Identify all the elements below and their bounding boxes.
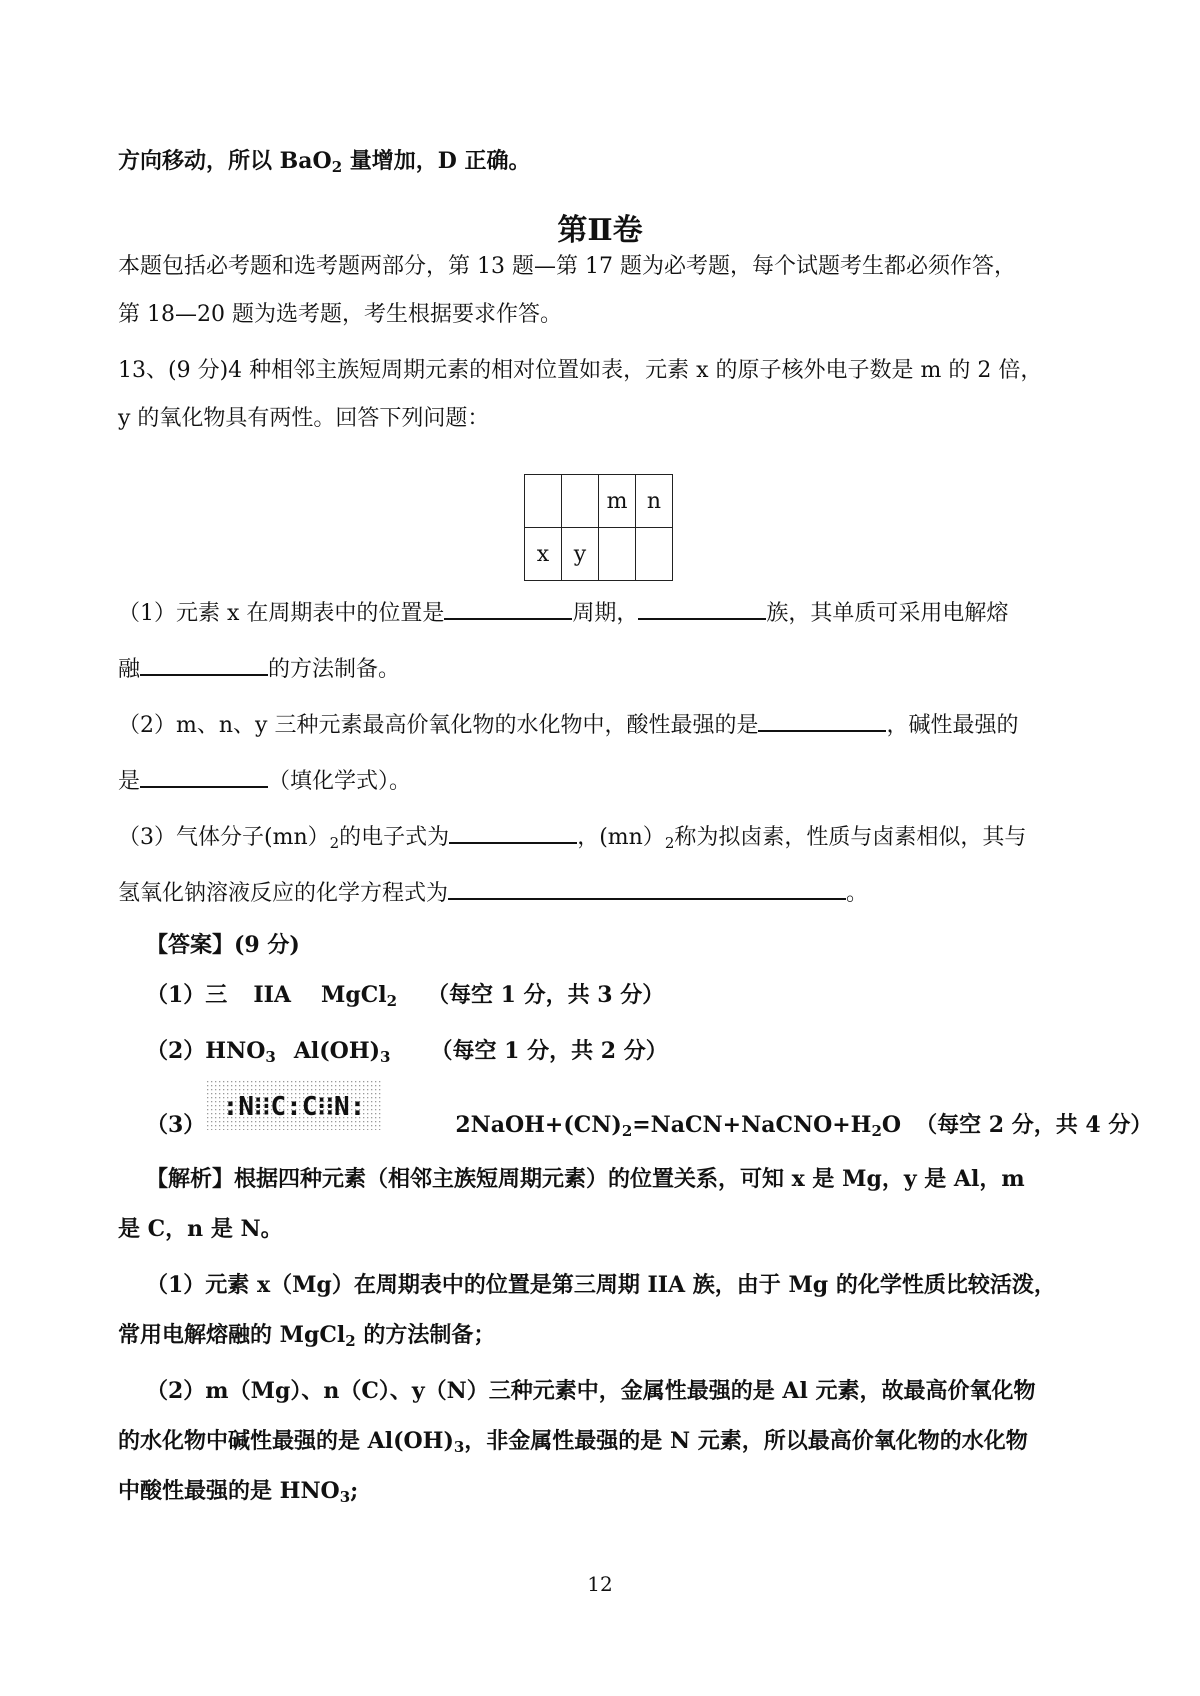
page-number: 12 <box>587 1572 613 1596</box>
answer-blank <box>638 596 766 620</box>
table-cell: m <box>599 475 636 528</box>
element-position-table <box>524 474 673 581</box>
answer-blank <box>140 764 268 788</box>
analysis-p1-line-2: 常用电解熔融的 MgCl$_2$ 的方法制备； <box>118 1322 496 1350</box>
answer-3: （3） $2NaOH+(CN)_2=NaCN+NaCNO+H_2O$ （每空 2 分，共 4 分） <box>146 1112 1153 1140</box>
question-line-2: y 的氧化物具有两性。回答下列问题： <box>118 406 490 431</box>
answer-blank <box>140 652 268 676</box>
table-cell <box>525 475 562 528</box>
intro-line-1: 本题包括必考题和选考题两部分，第 13 题—第 17 题为必考题，每个试题考生都必须作答， <box>118 254 1016 279</box>
electron-formula-image <box>206 1080 382 1130</box>
table-cell: y <box>562 528 599 581</box>
answer-blank <box>449 820 577 844</box>
table-cell <box>562 475 599 528</box>
table-cell <box>599 528 636 581</box>
q1-line-2: 融 的方法制备。 <box>118 652 1098 685</box>
table-cell: x <box>525 528 562 581</box>
question-line-1: 13、(9 分)4 种相邻主族短周期元素的相对位置如表，元素 x 的原子核外电子数是 m 的 2 倍， <box>118 358 1043 383</box>
continued-text: 方向移动，所以 BaO$_2$ 量增加，D 正确。 <box>118 148 531 176</box>
answer-blank <box>448 876 846 900</box>
intro-line-2: 第 18—20 题为选考题，考生根据要求作答。 <box>118 302 562 327</box>
answer-blank <box>444 596 572 620</box>
table-cell: n <box>636 475 673 528</box>
analysis-p2-line-1: （2）m（Mg）、n（C）、y（N）三种元素中，金属性最强的是 Al 元素，故最高价氧化物 <box>146 1378 1036 1404</box>
answer-heading: 【答案】(9 分) <box>146 932 300 958</box>
electron-formula-text: :N⁝⁝C:C⁝⁝N: <box>222 1092 366 1122</box>
answer-1: （1）三 IIA MgCl$_2$ （每空 1 分，共 3 分） <box>146 982 665 1010</box>
answer-2: $(2)HNO_3$ $Al(OH)_3$ （每空 1 分，共 2 分） <box>146 1038 668 1066</box>
analysis-p2-line-2: 的水化物中碱性最强的是 $Al(OH)_3$，非金属性最强的是 N 元素，所以最高价氧化物的水化物 <box>118 1428 1028 1456</box>
q3-line-2: 氢氧化钠溶液反应的化学方程式为 。 <box>118 876 1098 909</box>
analysis-p2-line-3: 中酸性最强的是 $HNO_3$; <box>118 1478 359 1506</box>
section-title: 第Ⅱ卷 <box>557 213 643 248</box>
analysis-p1-line-1: （1）元素 x（Mg）在周期表中的位置是第三周期 IIA 族，由于 Mg 的化学性质比较活泼， <box>146 1272 1056 1298</box>
analysis-line-2: 是 C，n 是 N。 <box>118 1216 283 1242</box>
table-row <box>525 528 673 581</box>
q2-line-2: 是 （填化学式）。 <box>118 764 1098 797</box>
analysis-line-1: 【解析】根据四种元素（相邻主族短周期元素）的位置关系，可知 x 是 Mg，y 是 Al，m <box>146 1166 1025 1192</box>
table-row <box>525 475 673 528</box>
q1-line-1: （1）元素 x 在周期表中的位置是 周期， 族，其单质可采用电解熔 <box>118 596 1098 629</box>
q3-line-1: （3）气体分子$(mn)_2$的电子式为 ，$(mn)_2$称为拟卤素，性质与卤素相似，其与 <box>118 820 1098 858</box>
table-cell <box>636 528 673 581</box>
q2-line-1: （2）m、n、y 三种元素最高价氧化物的水化物中，酸性最强的是 ，碱性最强的 <box>118 708 1098 741</box>
answer-blank <box>758 708 886 732</box>
